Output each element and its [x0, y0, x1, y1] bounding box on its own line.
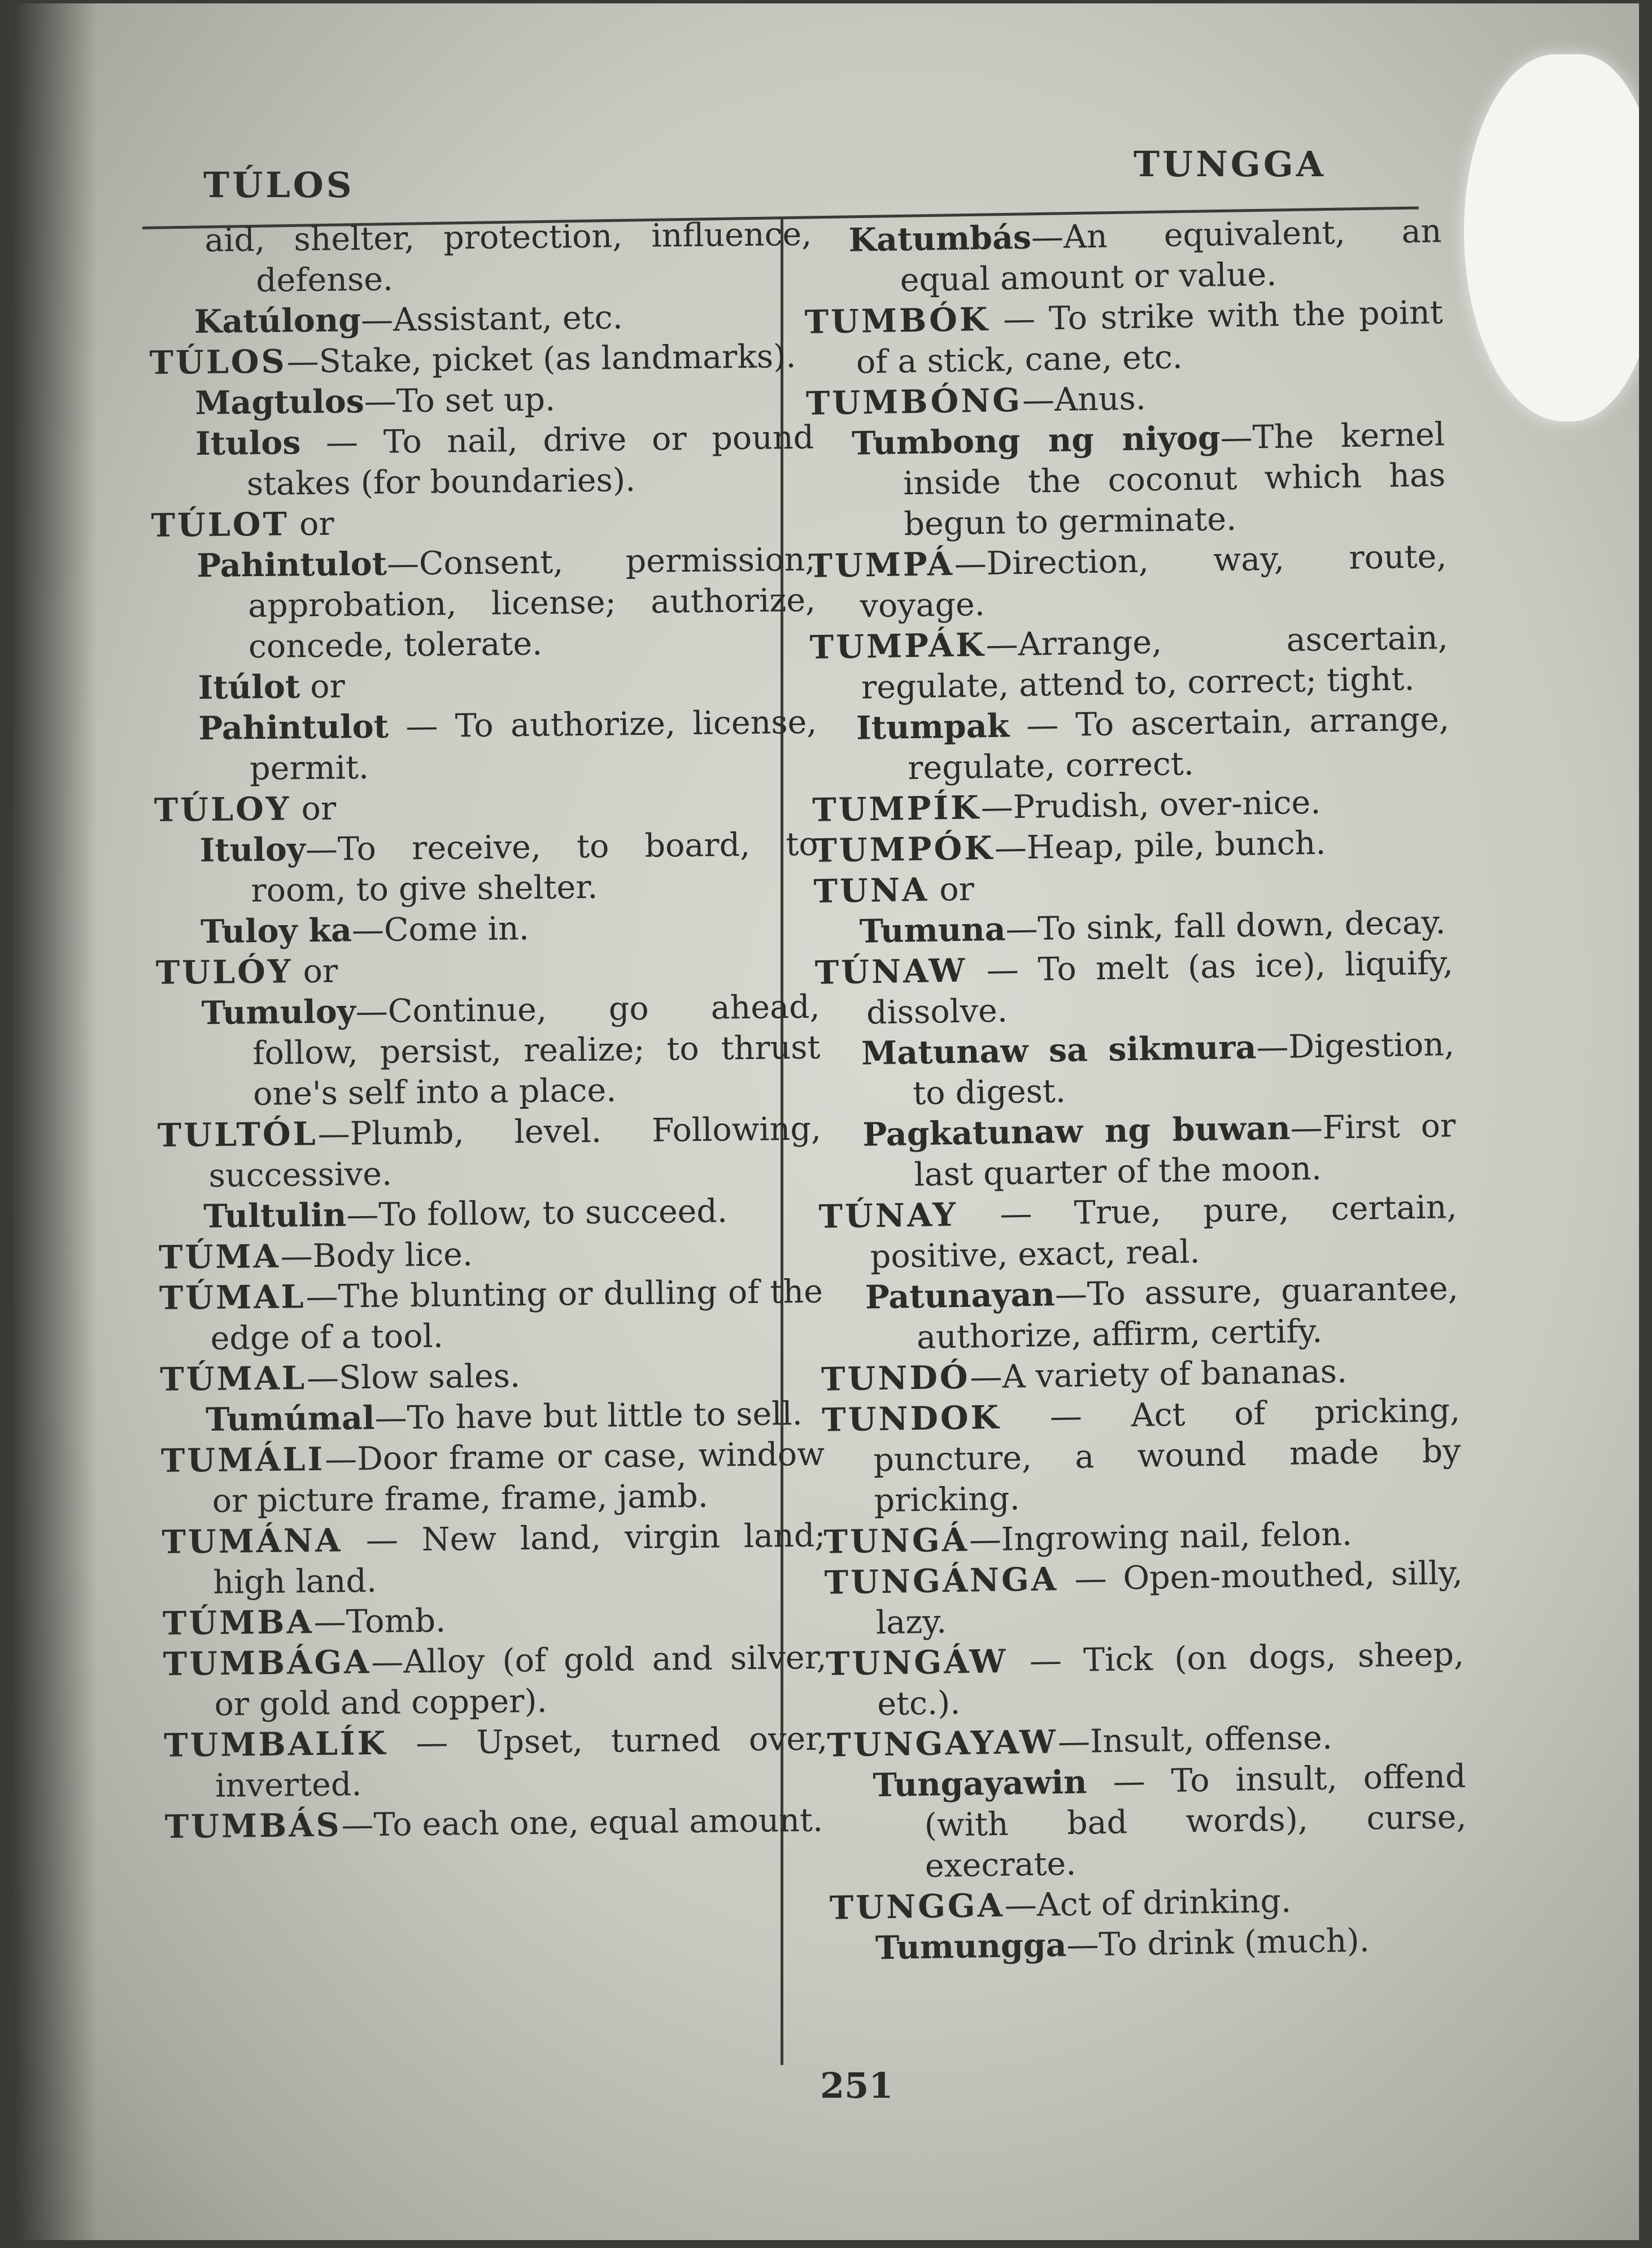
- definition: —To drink (much).: [1066, 1922, 1370, 1964]
- dictionary-entry: [151, 539, 816, 668]
- headword: TUNDÓ: [821, 1358, 971, 1399]
- dictionary-entry: [804, 292, 1444, 384]
- definition: —Arrange, ascertain, regulate, attend to, correct; tight.: [861, 619, 1449, 707]
- dictionary-entry: [827, 1756, 1467, 1888]
- dictionary-entry: [149, 336, 813, 384]
- definition: — New land, virgin land; high land.: [212, 1517, 826, 1601]
- dictionary-entry: [150, 377, 814, 424]
- dictionary-entry: [158, 1109, 822, 1197]
- definition: —Insult, offense.: [1057, 1719, 1333, 1761]
- definition: —Assistant, etc.: [360, 299, 623, 339]
- dictionary-entry: [807, 414, 1446, 546]
- headword: TUNGGA: [829, 1886, 1005, 1927]
- dictionary-entry: [163, 1597, 827, 1644]
- definition: —Body lice.: [280, 1236, 473, 1275]
- headword: TUMBÁGA: [163, 1643, 372, 1683]
- headword: TUNGÁW: [825, 1642, 1008, 1683]
- subentry-word: Katúlong: [194, 301, 361, 341]
- dictionary-entry: [808, 536, 1448, 628]
- subentry-word: Tumúmal: [205, 1399, 375, 1439]
- definition: or: [299, 668, 346, 706]
- subentry-word: Tumungga: [875, 1926, 1067, 1967]
- definition: or: [293, 952, 338, 991]
- paper-stain: [1464, 54, 1639, 421]
- headword: TUMPÍK: [812, 788, 982, 829]
- definition: —To set up.: [364, 381, 556, 421]
- headword: TUNGÁ: [823, 1521, 970, 1561]
- dictionary-entry: [155, 905, 820, 953]
- dictionary-entry: [817, 1105, 1457, 1197]
- definition: —Heap, pile, bunch.: [994, 824, 1326, 867]
- definition: — To ascertain, arrange, regulate, correct.: [907, 700, 1450, 787]
- headword: TÚLOT: [151, 505, 290, 544]
- definition: —A variety of bananas.: [969, 1353, 1348, 1396]
- subentry-word: Pagkatunaw ng buwan: [862, 1109, 1291, 1154]
- headword: TUNA: [813, 870, 930, 910]
- definition: —Prudish, over-nice.: [980, 783, 1321, 827]
- subentry-word: Pahintulot: [198, 707, 389, 748]
- dictionary-entry: [164, 1719, 828, 1807]
- subentry-word: Tungayawin: [872, 1763, 1088, 1805]
- subentry-word: Patunayan: [865, 1275, 1056, 1317]
- definition: — True, pure, certain, positive, exact, real.: [870, 1188, 1458, 1276]
- definition: —To sink, fall down, decay.: [1005, 904, 1446, 948]
- definition: —The blunting or dulling of the edge of a tool.: [210, 1273, 823, 1357]
- subentry-word: Tultulin: [203, 1196, 347, 1236]
- definition: — To nail, drive or pound stakes (for boundaries).: [246, 419, 814, 503]
- dictionary-entry: [820, 1268, 1459, 1360]
- headword: TÚMAL: [159, 1278, 306, 1317]
- dictionary-entry: [158, 1190, 822, 1238]
- definition: —To follow, to succeed.: [346, 1192, 728, 1234]
- definition: —Anus.: [1022, 380, 1147, 419]
- definition: —The kernel inside the coconut which has begun to germinate.: [903, 416, 1446, 543]
- headword: TUMÁNA: [162, 1521, 343, 1561]
- definition: aid, shelter, protection, influence, defense.: [204, 215, 812, 300]
- definition: —Continue, go ahead, follow, persist, realize; to thrust one's self into a place.: [252, 988, 821, 1113]
- headword: TUMÁLI: [160, 1440, 325, 1480]
- dictionary-entry: [159, 1271, 823, 1360]
- definition: — Upset, turned over, inverted.: [215, 1720, 828, 1805]
- definition: —To each one, equal amount.: [341, 1801, 823, 1844]
- definition: —To have but little to sell.: [374, 1395, 803, 1437]
- subentry-word: Katumbás: [848, 218, 1032, 259]
- subentry-word: Pahintulot: [197, 544, 387, 585]
- subentry-word: Tuloy ka: [200, 911, 352, 951]
- dictionary-entry: [156, 946, 820, 994]
- subentry-word: Tumuna: [859, 910, 1006, 951]
- dictionary-entry: [160, 1393, 825, 1441]
- dictionary-entry: [822, 1390, 1462, 1522]
- right-column: [803, 211, 1468, 1969]
- dictionary-entry: [154, 783, 818, 831]
- subentry-word: Magtulos: [195, 382, 365, 422]
- definition: —Digestion, to digest.: [912, 1026, 1455, 1113]
- headword: TUMBÓNG: [805, 381, 1023, 422]
- headword: TULÓY: [155, 952, 293, 992]
- subentry-word: Tumuloy: [201, 992, 356, 1032]
- definition: —Plumb, level. Following, successive.: [208, 1110, 822, 1195]
- definition: — To melt (as ice), liquify, dissolve.: [866, 944, 1454, 1032]
- headword: TUNGAYAW: [826, 1723, 1058, 1765]
- headword: TUNDOK: [821, 1398, 1001, 1439]
- definition: —An equivalent, an equal amount or value.: [900, 212, 1442, 299]
- definition: —Stake, picket (as landmarks).: [286, 337, 796, 381]
- dictionary-entry: [818, 1187, 1458, 1278]
- definition: — Open-mouthed, silly, lazy.: [875, 1554, 1463, 1642]
- definition: — Act of pricking, puncture, a wound made by pricking.: [873, 1391, 1461, 1520]
- definition: —Slow sales.: [306, 1357, 521, 1397]
- definition: —Act of drinking.: [1004, 1882, 1292, 1924]
- dictionary-entry: [154, 824, 818, 912]
- definition: — To insult, offend (with bad words), curse, execrate.: [924, 1757, 1467, 1885]
- left-column: [148, 214, 829, 1848]
- definition: or: [289, 505, 334, 543]
- headword: TUMBALÍK: [163, 1724, 388, 1765]
- dictionary-entry: [160, 1353, 824, 1400]
- subentry-word: Itúlot: [198, 668, 300, 707]
- definition: —To receive, to board, to room, to give shelter.: [251, 825, 818, 910]
- definition: — To authorize, license, permit.: [249, 703, 817, 788]
- page-number: 251: [820, 2065, 893, 2106]
- dictionary-page: [12, 3, 1639, 2240]
- dictionary-entry: [162, 1515, 826, 1604]
- headword: TUMPÓK: [812, 829, 995, 870]
- headword: TÚMA: [158, 1237, 281, 1277]
- binding-shadow: [12, 3, 97, 2240]
- dictionary-entry: [824, 1553, 1463, 1644]
- subentry-word: Itumpak: [856, 707, 1010, 747]
- headword: TÚNAY: [818, 1195, 958, 1236]
- headword: TUMPÁK: [809, 626, 987, 666]
- definition: —Alloy (of gold and silver, or gold and copper).: [214, 1639, 827, 1723]
- definition: or: [291, 790, 337, 828]
- definition: or: [929, 870, 975, 909]
- definition: —Direction, way, route, voyage.: [860, 538, 1447, 625]
- dictionary-entry: [814, 943, 1454, 1034]
- headword: TULTÓL: [157, 1114, 318, 1155]
- subentry-word: Ituloy: [199, 830, 306, 870]
- dictionary-entry: [151, 499, 815, 546]
- dictionary-entry: [148, 214, 812, 302]
- definition: —Come in.: [351, 910, 530, 949]
- subentry-word: Tumbong ng niyog: [851, 419, 1221, 463]
- running-head-left: TÚLOS: [203, 164, 355, 206]
- definition: —Consent, permission, approbation, license; authorize, concede, tolerate.: [247, 541, 816, 666]
- headword: TÚMBA: [162, 1603, 314, 1643]
- dictionary-entry: [149, 295, 813, 343]
- dictionary-entry: [152, 661, 817, 709]
- definition: —To assure, guarantee, authorize, affirm, certify.: [916, 1270, 1459, 1357]
- dictionary-entry: [816, 1024, 1455, 1116]
- dictionary-entry: [150, 417, 814, 506]
- dictionary-entry: [803, 211, 1442, 302]
- definition: —Tomb.: [313, 1602, 446, 1641]
- headword: TUMPÁ: [808, 544, 955, 585]
- dictionary-entry: [826, 1634, 1465, 1726]
- headword: TÚNAW: [814, 951, 968, 992]
- definition: —First or last quarter of the moon.: [914, 1107, 1456, 1194]
- headword: TÚLOY: [154, 790, 291, 829]
- running-head-right: TUNGGA: [1134, 143, 1326, 185]
- headword: TUMBÁS: [164, 1806, 342, 1846]
- headword: TÚLOS: [149, 342, 287, 382]
- definition: —Door frame or case, window or picture frame, frame, jamb.: [212, 1435, 825, 1520]
- dictionary-entry: [161, 1434, 825, 1522]
- dictionary-entry: [811, 699, 1450, 790]
- headword: TÚMAL: [160, 1359, 307, 1399]
- definition: —Ingrowing nail, felon.: [969, 1515, 1353, 1559]
- definition: — To strike with the point of a stick, cane, etc.: [856, 294, 1444, 381]
- dictionary-entry: [153, 702, 817, 790]
- dictionary-entry: [163, 1637, 827, 1726]
- definition: — Tick (on dogs, sheep, etc.).: [877, 1635, 1464, 1723]
- dictionary-entry: [164, 1800, 829, 1848]
- dictionary-entry: [159, 1231, 823, 1278]
- headword: TUMBÓK: [804, 300, 990, 341]
- subentry-word: Matunaw sa sikmura: [861, 1028, 1257, 1073]
- headword: TUNGÁNGA: [824, 1560, 1059, 1602]
- dictionary-entry: [156, 987, 821, 1116]
- subentry-word: Itulos: [195, 424, 301, 463]
- dictionary-entry: [809, 617, 1449, 709]
